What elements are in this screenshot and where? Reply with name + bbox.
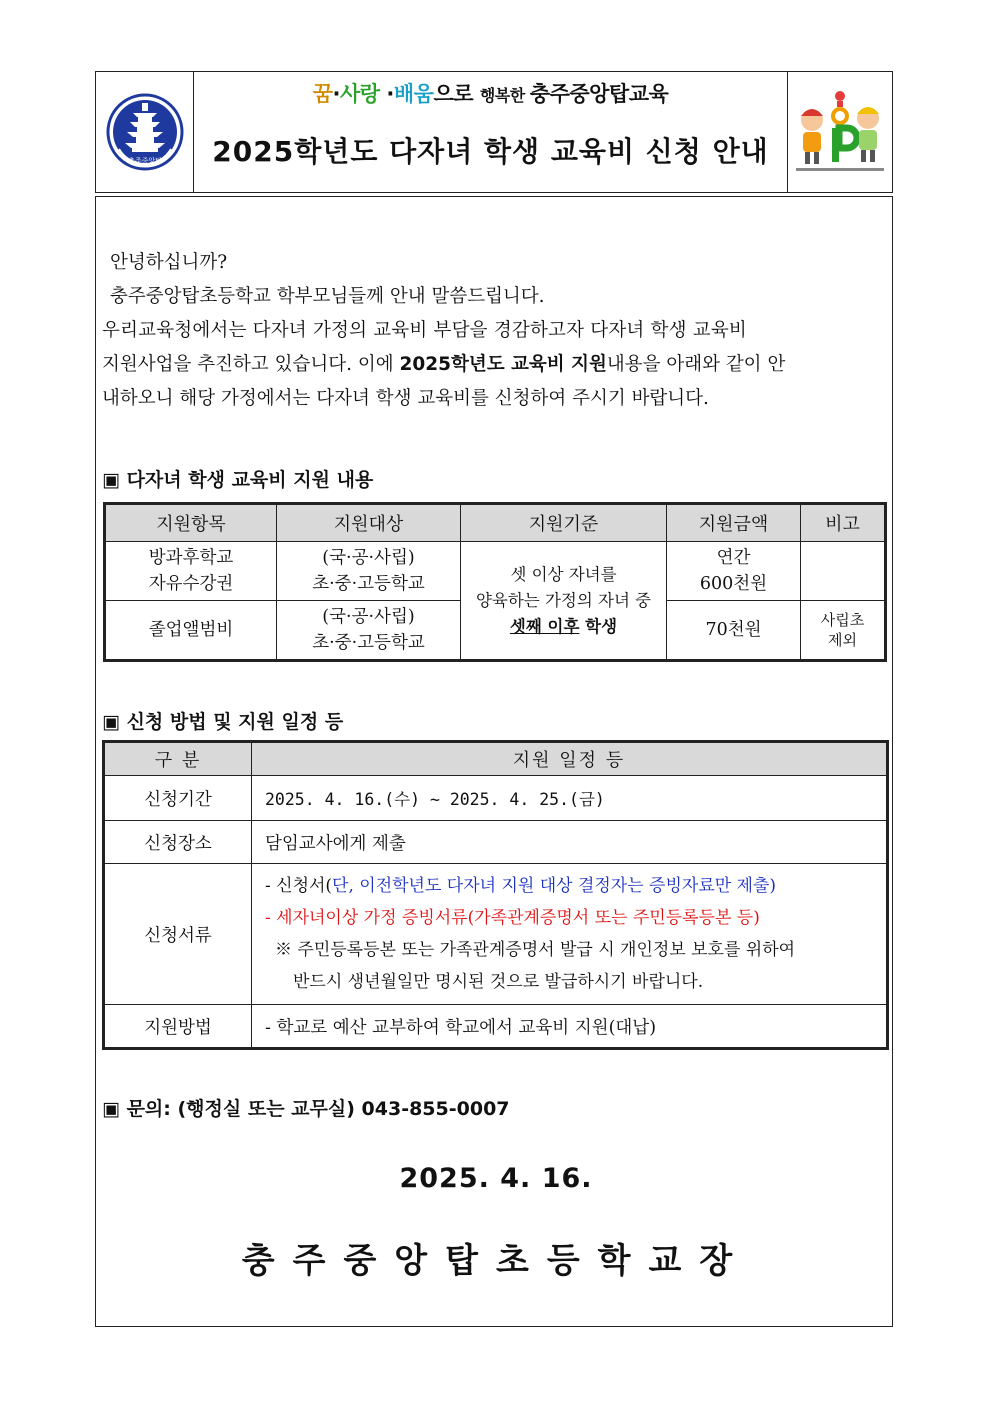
docs-value (252, 864, 887, 1005)
greeting: 안녕하십니까? (110, 252, 228, 273)
criteria-cell (461, 542, 667, 660)
intro-line-5: 내하오니 해당 가정에서는 다자녀 학생 교육비를 신청하여 주시기 바랍니다. (102, 388, 709, 409)
table-header: 구 분 (105, 743, 252, 776)
section2-title: ▣ 신청 방법 및 지원 일정 등 (102, 711, 344, 733)
table-row (105, 821, 887, 864)
target-line: (국·공·사립) (322, 548, 415, 568)
item-cell: 졸업앨범비 (106, 601, 277, 660)
docs-text: - 신청서( (265, 876, 333, 896)
section1-title: ▣ 다자녀 학생 교육비 지원 내용 (102, 469, 374, 491)
table-row (106, 542, 885, 601)
item-line: 자유수강권 (148, 574, 234, 594)
docs-line-4: 반드시 생년월일만 명시된 것으로 발급하시기 바랍니다. (293, 972, 704, 992)
period-value: 2025. 4. 16.(수) ~ 2025. 4. 25.(금) (252, 776, 887, 821)
schedule-table (104, 742, 887, 1048)
target-cell (277, 542, 461, 601)
target-line: 초·중·고등학교 (312, 574, 425, 594)
slogan-love: 사랑 (339, 82, 380, 106)
period-label: 신청기간 (105, 776, 252, 821)
place-label: 신청장소 (105, 821, 252, 864)
logo-text: 충주중앙탑 (127, 157, 162, 165)
docs-label: 신청서류 (105, 864, 252, 1005)
slogan (193, 78, 788, 108)
slogan-learning: 배움 (393, 82, 434, 106)
amount-line: 연간 (716, 548, 751, 568)
table-header: 지원항목 (106, 505, 277, 542)
table-header: 비고 (801, 505, 885, 542)
table-header: 지원금액 (667, 505, 801, 542)
note-line: 사립초 (820, 611, 865, 629)
intro-emphasis: 2025학년도 교육비 지원 (399, 354, 607, 375)
table-header: 지원 일정 등 (252, 743, 887, 776)
support-table (105, 504, 885, 660)
table-header-row (105, 743, 887, 776)
signer-name: 충주중앙탑초등학교장 (241, 1241, 751, 1281)
amount-cell (667, 542, 801, 601)
slogan-happy: 행복한 (479, 86, 530, 105)
method-label: 지원방법 (105, 1005, 252, 1048)
docs-line-2: - 세자녀이상 가정 증빙서류(가족관계증명서 또는 주민등록등본 등) (265, 908, 760, 928)
table-header: 지원대상 (277, 505, 461, 542)
slogan-particle: 으로 (433, 82, 480, 106)
top-mascot-icon (792, 88, 888, 176)
target-line: 초·중·고등학교 (312, 633, 425, 653)
criteria-emphasis: 셋째 이후 (509, 616, 580, 636)
docs-line-1 (265, 870, 886, 902)
note-cell (801, 542, 885, 601)
amount-cell: 70천원 (667, 601, 801, 660)
criteria-line: 학생 (579, 616, 618, 636)
school-logo (96, 72, 194, 192)
slogan-org: 충주중앙탑교육 (529, 82, 669, 106)
slogan-sep: · (332, 82, 340, 106)
note-cell (801, 601, 885, 660)
place-value: 담임교사에게 제출 (252, 821, 887, 864)
table-row (105, 864, 887, 1005)
criteria-line: 양육하는 가정의 자녀 중 (475, 590, 652, 610)
table-header: 지원기준 (461, 505, 667, 542)
intro-line-3: 우리교육청에서는 다자녀 가정의 교육비 부담을 경감하고자 다자녀 학생 교육비 (102, 320, 747, 341)
header-box (95, 71, 893, 193)
target-cell (277, 601, 461, 660)
document-date: 2025. 4. 16. (399, 1163, 593, 1194)
contact-info: ▣ 문의: (행정실 또는 교무실) 043-855-0007 (102, 1098, 510, 1120)
intro-line-4 (102, 348, 890, 382)
criteria-line: 셋 이상 자녀를 (510, 564, 617, 584)
docs-line-3: ※ 주민등록등본 또는 가족관계증명서 발급 시 개인정보 보호를 위하여 (275, 940, 796, 960)
table-row (105, 776, 887, 821)
amount-line: 600천원 (699, 574, 768, 594)
docs-blue-text: 단, 이전학년도 다자녀 지원 대상 결정자는 증빙자료만 제출 (332, 876, 770, 896)
note-line: 제외 (828, 631, 857, 649)
intro-line-2: 충주중앙탑초등학교 학부모님들께 안내 말씀드립니다. (110, 286, 545, 307)
item-cell (106, 542, 277, 601)
table-header-row (106, 505, 885, 542)
slogan-dream: 꿈 (312, 82, 333, 106)
docs-blue-text: ) (769, 876, 777, 896)
slogan-sep: · (379, 82, 394, 106)
method-value: - 학교로 예산 교부하여 학교에서 교육비 지원(대납) (252, 1005, 887, 1048)
target-line: (국·공·사립) (322, 607, 415, 627)
table-row (105, 1005, 887, 1048)
mascot-logo (787, 72, 892, 192)
page-title: 2025학년도 다자녀 학생 교육비 신청 안내 (212, 135, 769, 168)
item-line: 방과후학교 (148, 548, 234, 568)
pagoda-logo-icon (105, 89, 185, 175)
intro-line-4-text: 지원사업을 추진하고 있습니다. 이에 (102, 354, 400, 375)
intro-line-4-text: 내용을 아래와 같이 안 (606, 354, 786, 375)
